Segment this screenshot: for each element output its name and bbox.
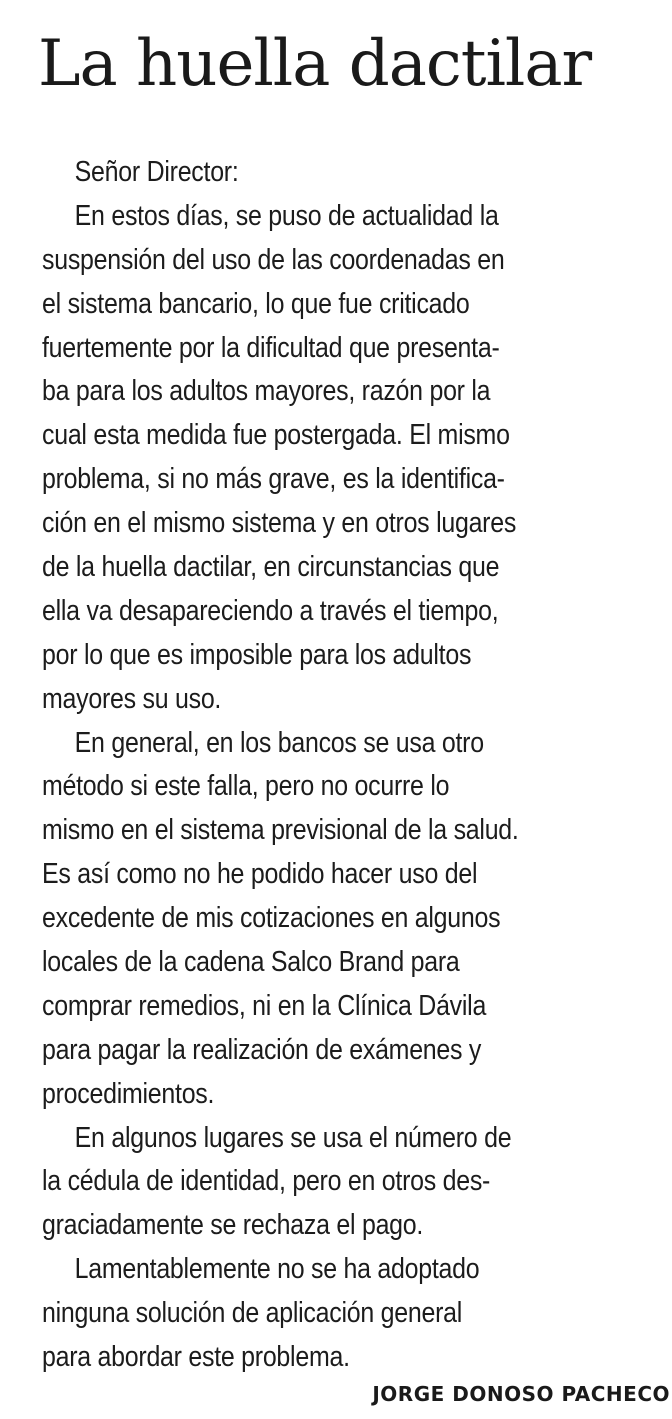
text-line: por lo que es imposible para los adultos: [42, 638, 472, 671]
text-line: problema, si no más grave, es la identifica-: [42, 463, 505, 496]
text-line: En general, en los bancos se usa otro: [74, 726, 484, 759]
text-line: ba para los adultos mayores, razón por la: [42, 375, 491, 408]
text-line: ninguna solución de aplicación general: [42, 1297, 463, 1330]
text-line: suspensión del uso de las coordenadas en: [42, 243, 505, 276]
text-line: graciadamente se rechaza el pago.: [42, 1209, 424, 1242]
text-line: excedente de mis cotizaciones en algunos: [42, 902, 501, 935]
text-line: el sistema bancario, lo que fue criticado: [42, 287, 470, 320]
text-line: fuertemente por la dificultad que presenta-: [42, 331, 500, 364]
text-line: mismo en el sistema previsional de la salud.: [42, 814, 519, 847]
letter-body: [42, 151, 584, 1380]
text-line: para pagar la realización de exámenes y: [42, 1033, 482, 1066]
text-line: mayores su uso.: [42, 682, 222, 715]
headline: La huella dactilar: [38, 27, 592, 101]
text-line: procedimientos.: [42, 1077, 215, 1110]
author-signature: JORGE DONOSO PACHECO: [372, 1382, 670, 1406]
text-line: Lamentablemente no se ha adoptado: [74, 1253, 480, 1286]
text-line: la cédula de identidad, pero en otros des-: [42, 1165, 491, 1198]
text-line: cual esta medida fue postergada. El mismo: [42, 419, 510, 452]
text-line: ción en el mismo sistema y en otros lugares: [42, 507, 517, 540]
text-line: Es así como no he podido hacer uso del: [42, 858, 478, 891]
text-line: método si este falla, pero no ocurre lo: [42, 770, 450, 803]
text-line: En estos días, se puso de actualidad la: [74, 199, 499, 232]
text-line: comprar remedios, ni en la Clínica Dávila: [42, 989, 487, 1022]
text-line: ella va desapareciendo a través el tiempo,: [42, 594, 499, 627]
text-line: locales de la cadena Salco Brand para: [42, 946, 460, 979]
text-line: para abordar este problema.: [42, 1341, 350, 1374]
text-line: Señor Director:: [74, 156, 239, 188]
text-line: En algunos lugares se usa el número de: [74, 1121, 512, 1154]
text-line: de la huella dactilar, en circunstancias que: [42, 551, 500, 584]
